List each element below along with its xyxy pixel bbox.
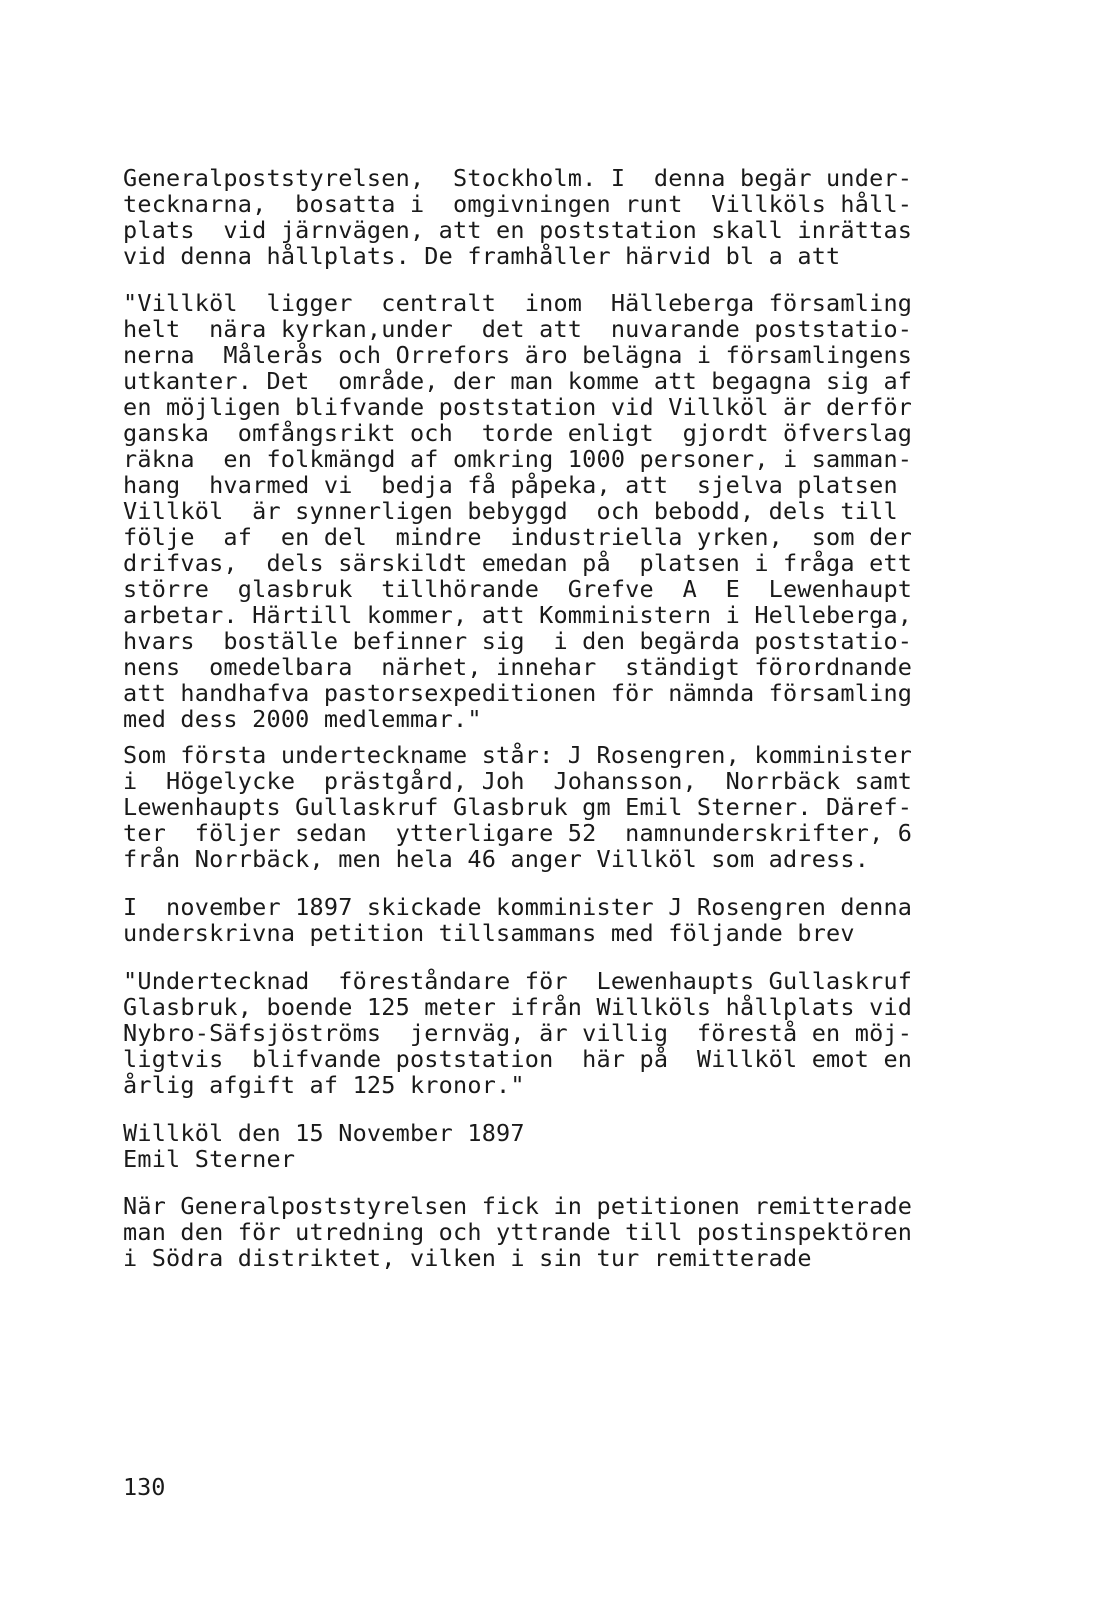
text-line: arbetar. Härtill kommer, att Komministern i Helleberga, [123, 601, 913, 629]
text-line: man den för utredning och yttrande till postinspektören [123, 1218, 913, 1246]
paragraph-november [123, 894, 1013, 946]
text-line: Lewenhaupts Gullaskruf Glasbruk gm Emil Sterner. Däref- [123, 793, 913, 821]
paragraph-letter-quote [123, 968, 1013, 1098]
text-line: Generalpoststyrelsen, Stockholm. I denna begär under- [123, 164, 913, 192]
paragraph-signature [123, 1120, 1013, 1172]
text-line: hang hvarmed vi bedja få påpeka, att sjelva platsen [123, 471, 898, 499]
text-line: hvars boställe befinner sig i den begärda poststatio- [123, 627, 913, 655]
paragraph-signatories [123, 742, 1013, 872]
text-line: större glasbruk tillhörande Grefve A E Lewenhaupt [123, 575, 913, 603]
text-line: följe af en del mindre industriella yrken, som der [123, 523, 913, 551]
text-line: "Villköl ligger centralt inom Hälleberga församling [123, 289, 913, 317]
text-line: Som första underteckname står: J Rosengren, komminister [123, 741, 913, 769]
text-line: årlig afgift af 125 kronor." [123, 1071, 525, 1099]
text-line: Villköl är synnerligen bebyggd och bebodd, dels till [123, 497, 898, 525]
text-line: ligtvis blifvande poststation här på Willköl emot en [123, 1045, 913, 1073]
text-line: När Generalpoststyrelsen fick in petitionen remitterade [123, 1192, 913, 1220]
text-line: i Högelycke prästgård, Joh Johansson, Norrbäck samt [123, 767, 913, 795]
paragraph-remittance [123, 1193, 1013, 1271]
paragraph-petition-quote [123, 290, 1013, 732]
text-line: en möjligen blifvande poststation vid Villköl är derför [123, 393, 913, 421]
text-line: med dess 2000 medlemmar." [123, 705, 482, 733]
text-line: ganska omfångsrikt och torde enligt gjordt öfverslag [123, 419, 913, 447]
text-line: I november 1897 skickade komminister J Rosengren denna [123, 893, 913, 921]
text-line: nerna Målerås och Orrefors äro belägna i församlingens [123, 341, 913, 369]
text-line: utkanter. Det område, der man komme att begagna sig af [123, 367, 913, 395]
text-line: Willköl den 15 November 1897 [123, 1119, 525, 1147]
text-line: från Norrbäck, men hela 46 anger Villköl som adress. [123, 845, 870, 873]
text-line: "Undertecknad föreståndare för Lewenhaupts Gullaskruf [123, 967, 913, 995]
paragraph-intro [123, 165, 1013, 269]
text-line: att handhafva pastorsexpeditionen för nämnda församling [123, 679, 913, 707]
text-line: ter följer sedan ytterligare 52 namnunderskrifter, 6 [123, 819, 913, 847]
text-line: Nybro-Säfsjöströms jernväg, är villig förestå en möj- [123, 1019, 913, 1047]
text-line: underskrivna petition tillsammans med följande brev [123, 919, 855, 947]
text-line: drifvas, dels särskildt emedan på platsen i fråga ett [123, 549, 913, 577]
text-line: Glasbruk, boende 125 meter ifrån Willköls hållplats vid [123, 993, 913, 1021]
text-line: plats vid järnvägen, att en poststation skall inrättas [123, 216, 913, 244]
text-line: helt nära kyrkan,under det att nuvarande poststatio- [123, 315, 913, 343]
text-line: vid denna hållplats. De framhåller härvid bl a att [123, 242, 841, 270]
text-line: räkna en folkmängd af omkring 1000 personer, i samman- [123, 445, 913, 473]
text-line: nens omedelbara närhet, innehar ständigt förordnande [123, 653, 913, 681]
text-line: Emil Sterner [123, 1145, 296, 1173]
text-line: tecknarna, bosatta i omgivningen runt Villköls håll- [123, 190, 913, 218]
text-line: i Södra distriktet, vilken i sin tur remitterade [123, 1244, 812, 1272]
page-number: 130 [123, 1473, 166, 1501]
